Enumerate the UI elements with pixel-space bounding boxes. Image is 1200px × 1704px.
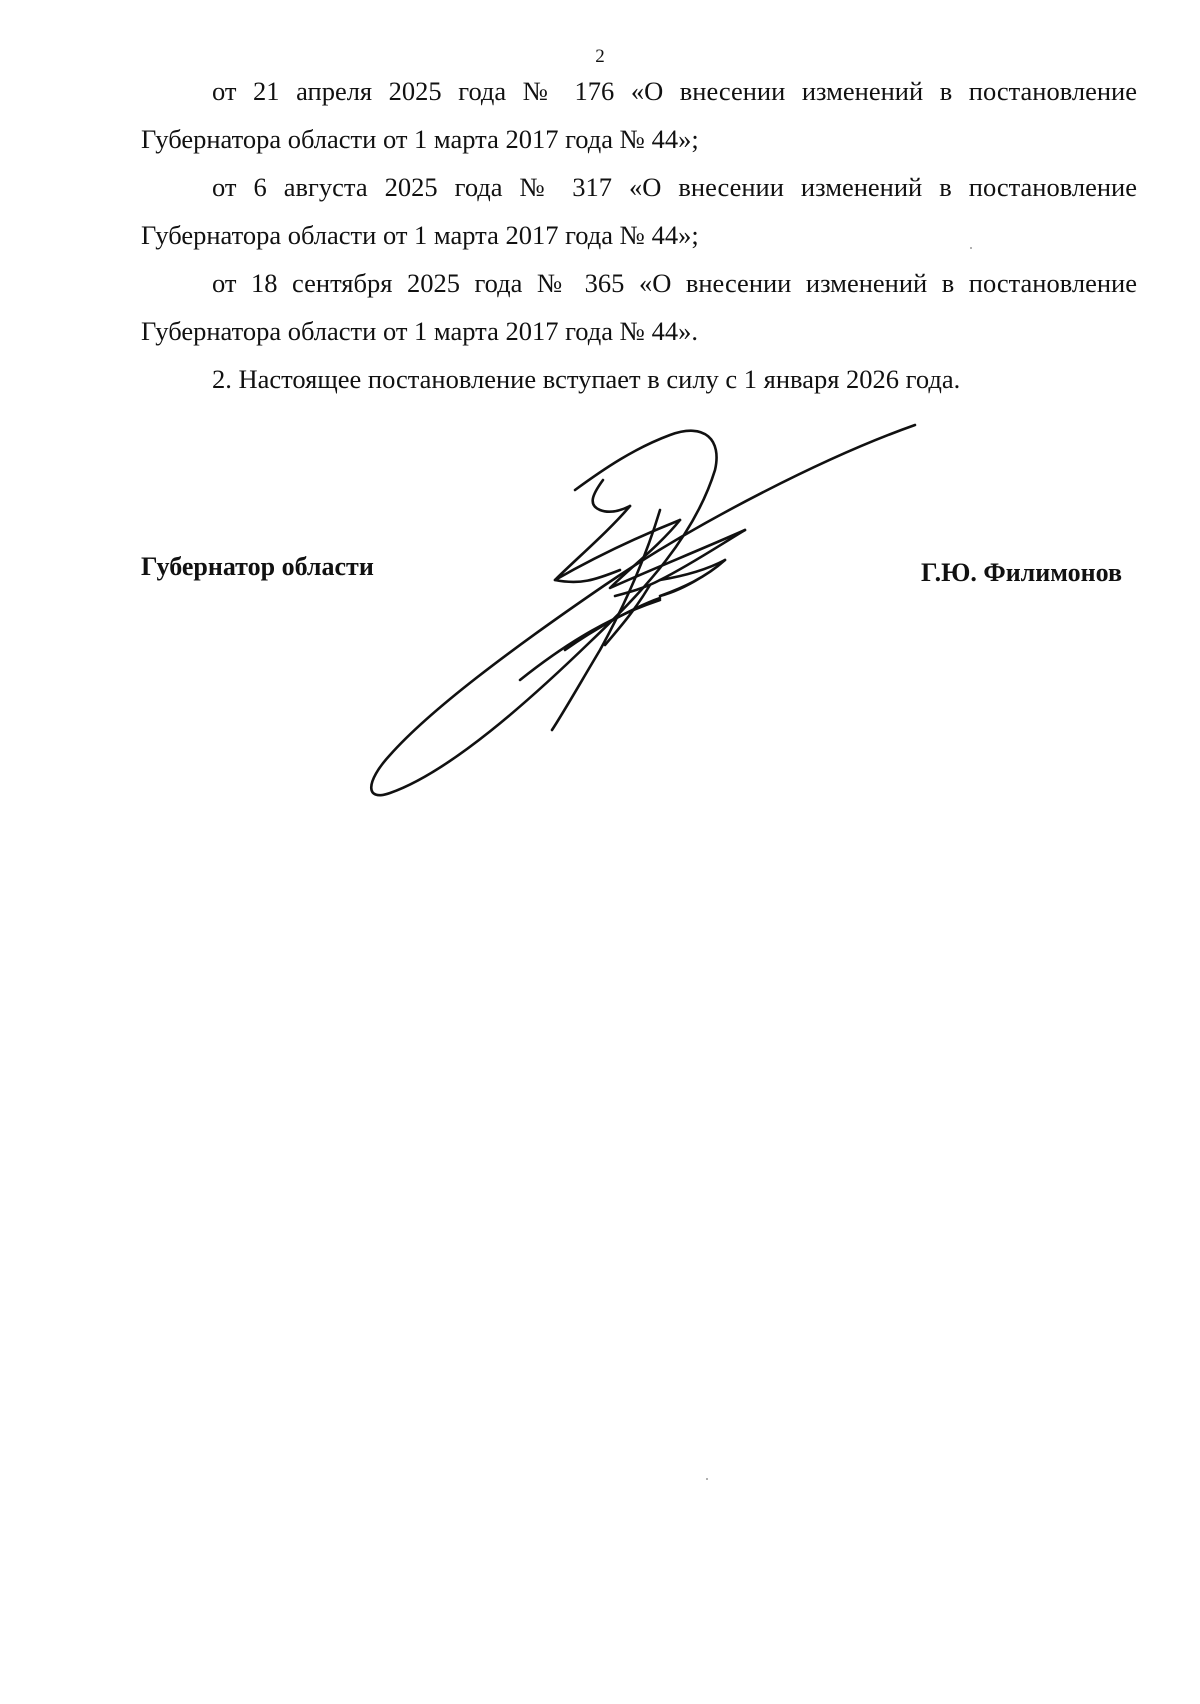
signatory-name: Г.Ю. Филимонов	[920, 558, 1122, 587]
scan-speck	[706, 1478, 708, 1480]
paragraph-amendment-176: от 21 апреля 2025 года № 176 «О внесении изменений в постановление Губернатора области от 1 марта 2017 года № 44»;	[141, 76, 1137, 154]
scan-speck	[970, 247, 972, 249]
paragraph-amendment-365: от 18 сентября 2025 года № 365 «О внесении изменений в постановление Губернатора области от 1 марта 2017 года № 44».	[141, 268, 1137, 346]
document-body	[141, 67, 1137, 403]
paragraph-effective-date: 2. Настоящее постановление вступает в силу с 1 января 2026 года.	[212, 364, 961, 394]
handwritten-signature	[360, 410, 920, 800]
paragraph-amendment-317: от 6 августа 2025 года № 317 «О внесении изменений в постановление Губернатора области от 1 марта 2017 года № 44»;	[141, 172, 1137, 250]
page-number: 2	[595, 46, 605, 67]
signatory-position: Губернатор области	[141, 552, 374, 581]
